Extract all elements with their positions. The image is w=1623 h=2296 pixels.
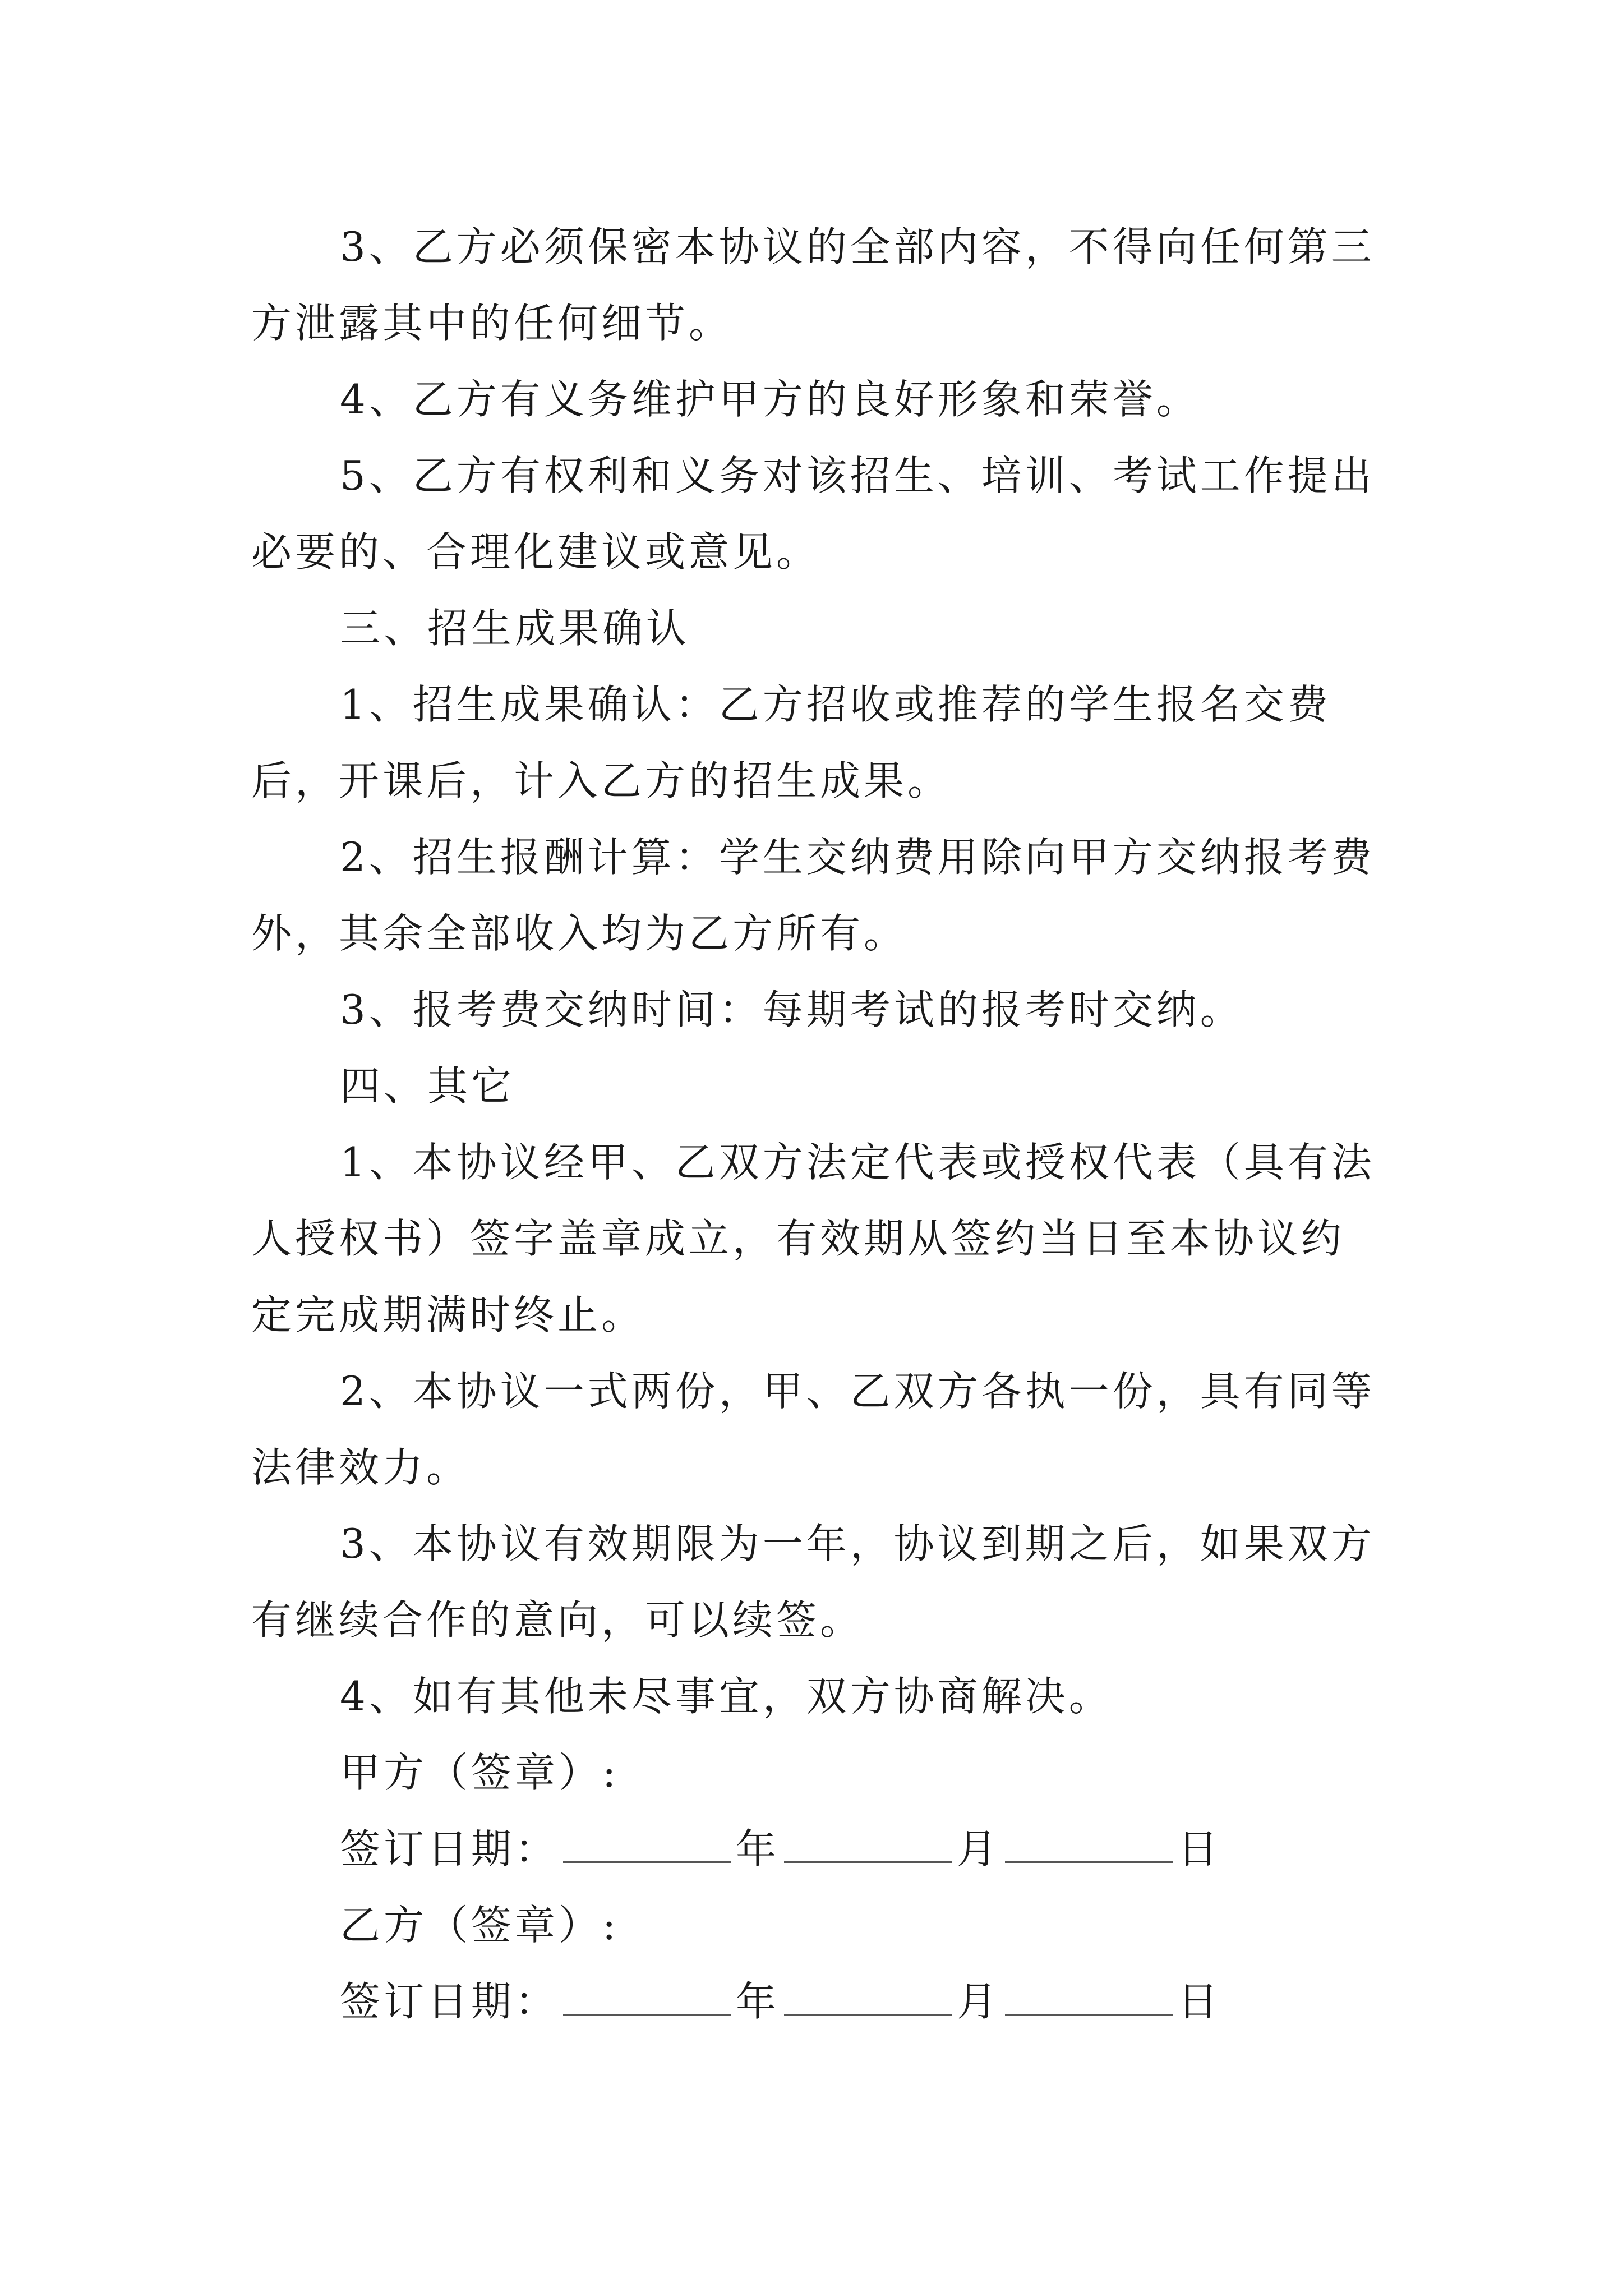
party-b-sign-date-row [251,1963,1384,2040]
day-blank-field[interactable] [1005,1824,1173,1863]
day-blank-field[interactable] [1005,1977,1173,2016]
section-heading-enrollment-results: 三、招生成果确认 [340,605,690,652]
year-unit: 年 [736,1978,780,2025]
year-unit: 年 [736,1825,780,1872]
party-b-signature-label: 乙方（签章）: [340,1902,620,1949]
document-page [251,209,1384,2040]
clause-3-confidentiality: 3、乙方必须保密本协议的全部内容，不得向任何第三方泄露其中的任何细节。 [251,223,1375,347]
clause-remuneration-calculation: 2、招生报酬计算：学生交纳费用除向甲方交纳报考费外，其余全部收入均为乙方所有。 [251,834,1375,957]
month-blank-field[interactable] [784,1977,952,2016]
month-unit: 月 [957,1978,1001,2025]
clause-copies: 2、本协议一式两份，甲、乙双方各执一份，具有同等法律效力。 [251,1368,1375,1491]
party-a-signature-label: 甲方（签章）: [340,1749,620,1796]
day-unit: 日 [1178,1978,1222,2025]
party-a-sign-date-row [251,1811,1384,1887]
clause-validity-period: 3、本协议有效期限为一年，协议到期之后，如果双方有继续合作的意向，可以续签。 [251,1520,1375,1644]
clause-effectiveness: 1、本协议经甲、乙双方法定代表或授权代表（具有法人授权书）签字盖章成立，有效期从签约当日至本协议约定完成期满时终止。 [251,1139,1375,1338]
day-unit: 日 [1178,1825,1222,1872]
sign-date-label: 签订日期： [340,1978,559,2025]
clause-enrollment-confirmation: 1、招生成果确认：乙方招收或推荐的学生报名交费后，开课后，计入乙方的招生成果。 [251,681,1331,804]
year-blank-field[interactable] [563,1824,731,1863]
year-blank-field[interactable] [563,1977,731,2016]
clause-4-reputation: 4、乙方有义务维护甲方的良好形象和荣誉。 [340,376,1200,423]
clause-fee-payment-time: 3、报考费交纳时间：每期考试的报考时交纳。 [340,986,1244,1033]
section-heading-other: 四、其它 [340,1062,515,1110]
month-blank-field[interactable] [784,1824,952,1863]
clause-other-matters: 4、如有其他未尽事宜，双方协商解决。 [340,1673,1113,1720]
month-unit: 月 [957,1825,1001,1872]
clause-5-suggestions: 5、乙方有权利和义务对该招生、培训、考试工作提出必要的、合理化建议或意见。 [251,452,1375,576]
sign-date-label: 签订日期： [340,1825,559,1872]
